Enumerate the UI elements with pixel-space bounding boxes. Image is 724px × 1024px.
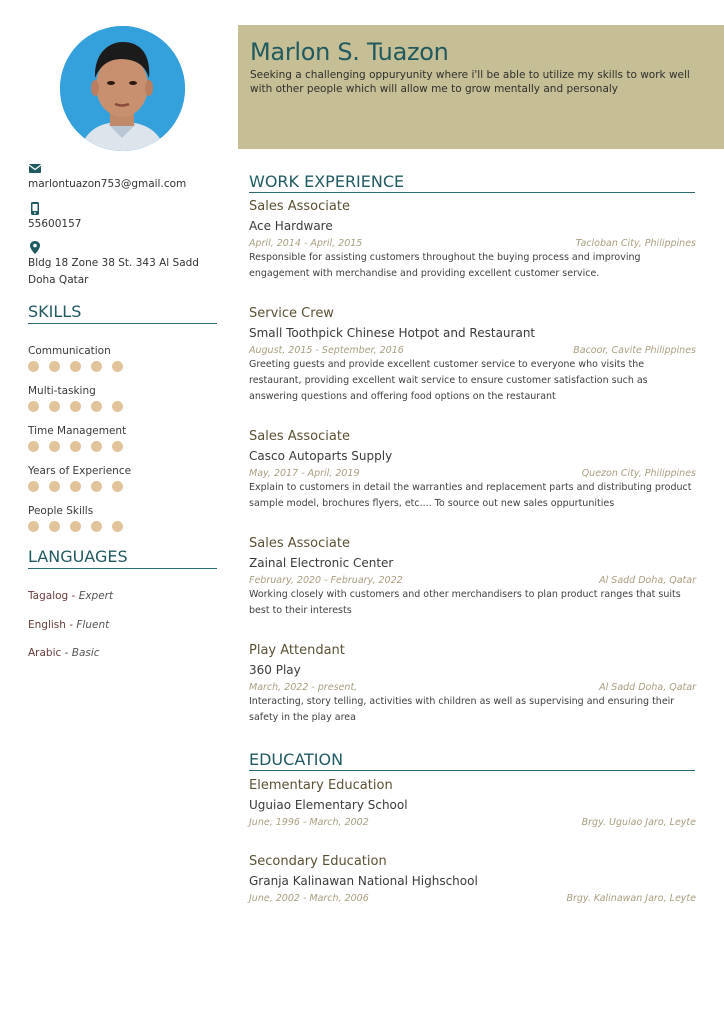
job-entry <box>249 306 696 405</box>
rating-dot <box>70 521 81 532</box>
rating-dot <box>112 401 123 412</box>
phone-icon <box>28 202 42 215</box>
rating-dot <box>112 521 123 532</box>
job-meta <box>249 468 696 479</box>
job-title: Service Crew <box>249 306 334 321</box>
job-title: Sales Associate <box>249 429 350 444</box>
rating-dot <box>28 441 39 452</box>
skill-label: People Skills <box>28 505 94 517</box>
email-icon <box>28 162 42 175</box>
job-entry <box>249 643 696 726</box>
job-location: Al Sadd Doha, Qatar <box>599 682 696 693</box>
job-title: Sales Associate <box>249 199 350 214</box>
language-name: Tagalog <box>28 590 69 602</box>
education-title: Elementary Education <box>249 778 393 793</box>
education-dates: June, 2002 - March, 2006 <box>249 893 369 904</box>
location-pin-icon <box>28 241 42 254</box>
job-company: 360 Play <box>249 663 301 677</box>
rating-dot <box>49 521 60 532</box>
rating-dot <box>91 481 102 492</box>
rating-dot <box>49 361 60 372</box>
education-heading: EDUCATION <box>249 750 695 771</box>
email-text: marlontuazon753@gmail.com <box>28 178 187 190</box>
education-school: Uguiao Elementary School <box>249 798 408 812</box>
language-level: Basic <box>71 647 100 659</box>
rating-dot <box>70 401 81 412</box>
job-entry <box>249 429 696 512</box>
language-level: Fluent <box>76 619 110 631</box>
job-meta <box>249 575 696 586</box>
rating-dot <box>112 441 123 452</box>
rating-dot <box>28 481 39 492</box>
skills-heading: SKILLS <box>28 302 217 324</box>
job-dates: May, 2017 - April, 2019 <box>249 468 360 479</box>
language-name: Arabic <box>28 647 62 659</box>
header-band <box>238 25 724 149</box>
job-meta <box>249 238 696 249</box>
skill-item <box>28 465 131 492</box>
skill-item <box>28 505 123 532</box>
job-description: Explain to customers in detail the warranties and replacement parts and distributing product sample model, brochures flyers, etc.... To source out new sales oppurtunities <box>249 482 692 509</box>
job-meta <box>249 345 696 356</box>
skill-label: Multi-tasking <box>28 385 96 397</box>
skill-item <box>28 385 123 412</box>
rating-dot <box>70 361 81 372</box>
job-company: Casco Autoparts Supply <box>249 449 393 463</box>
skill-rating <box>28 481 131 492</box>
person-portrait-icon <box>60 26 185 151</box>
skill-label: Communication <box>28 345 111 357</box>
job-description: Interacting, story telling, activities with children as well as supervising and ensuring their safety in the play area <box>249 696 675 723</box>
career-objective: Seeking a challenging oppuryunity where i'll be able to utilize my skills to work well with other people which will allow me to grow mentally and personaly <box>250 69 690 95</box>
skill-item <box>28 425 126 452</box>
phone-text: 55600157 <box>28 218 82 230</box>
job-location: Tacloban City, Philippines <box>575 238 696 249</box>
job-dates: February, 2020 - February, 2022 <box>249 575 403 586</box>
job-company: Ace Hardware <box>249 219 333 233</box>
education-entry <box>249 778 696 828</box>
rating-dot <box>28 401 39 412</box>
job-entry <box>249 536 696 619</box>
languages-heading: LANGUAGES <box>28 547 217 569</box>
job-title: Play Attendant <box>249 643 345 658</box>
education-school: Granja Kalinawan National Highschool <box>249 874 478 888</box>
rating-dot <box>112 481 123 492</box>
rating-dot <box>70 441 81 452</box>
job-description: Responsible for assisting customers throughout the buying process and improving engagement with merchandise and providing excellent customer service. <box>249 252 641 279</box>
rating-dot <box>70 481 81 492</box>
job-description: Working closely with customers and other merchandisers to plan product ranges that suits best to their interests <box>249 589 681 616</box>
skill-item <box>28 345 123 372</box>
skill-rating <box>28 441 126 452</box>
contact-address <box>28 241 199 288</box>
education-location: Brgy. Kalinawan Jaro, Leyte <box>566 893 696 904</box>
address-line-1: Bldg 18 Zone 38 St. 343 Al Sadd <box>28 257 199 269</box>
rating-dot <box>49 441 60 452</box>
contact-email <box>28 162 186 192</box>
job-location: Quezon City, Philippines <box>581 468 696 479</box>
job-description: Greeting guests and provide excellent customer service to everyone who visits the restaurant, providing excellent wait service to ensure customer satisfaction such as answering questions and offering food options on the restaurant <box>249 359 648 402</box>
language-name: English <box>28 619 66 631</box>
skill-label: Years of Experience <box>28 465 132 477</box>
language-item: English - Fluent <box>28 619 110 631</box>
job-company: Zainal Electronic Center <box>249 556 394 570</box>
education-dates: June, 1996 - March, 2002 <box>249 817 369 828</box>
education-entry <box>249 854 696 904</box>
skill-rating <box>28 361 123 372</box>
rating-dot <box>91 441 102 452</box>
job-entry <box>249 199 696 282</box>
rating-dot <box>28 521 39 532</box>
job-dates: March, 2022 - present, <box>249 682 358 693</box>
rating-dot <box>91 361 102 372</box>
education-meta <box>249 893 696 904</box>
rating-dot <box>91 401 102 412</box>
skill-rating <box>28 521 123 532</box>
job-title: Sales Associate <box>249 536 350 551</box>
rating-dot <box>28 361 39 372</box>
job-dates: April, 2014 - April, 2015 <box>249 238 363 249</box>
skill-rating <box>28 401 123 412</box>
language-level: Expert <box>78 590 114 602</box>
language-item: Arabic - Basic <box>28 647 100 659</box>
job-meta <box>249 682 696 693</box>
job-company: Small Toothpick Chinese Hotpot and Restaurant <box>249 326 536 340</box>
candidate-name: Marlon S. Tuazon <box>250 38 449 66</box>
rating-dot <box>49 481 60 492</box>
work-experience-heading: WORK EXPERIENCE <box>249 172 695 193</box>
job-location: Bacoor, Cavite Philippines <box>573 345 696 356</box>
contact-phone <box>28 202 81 232</box>
rating-dot <box>49 401 60 412</box>
education-meta <box>249 817 696 828</box>
job-location: Al Sadd Doha, Qatar <box>599 575 696 586</box>
skill-label: Time Management <box>28 425 127 437</box>
education-title: Secondary Education <box>249 854 387 869</box>
profile-photo <box>60 26 185 151</box>
rating-dot <box>112 361 123 372</box>
address-line-2: Doha Qatar <box>28 274 89 286</box>
rating-dot <box>91 521 102 532</box>
language-item: Tagalog - Expert <box>28 590 114 602</box>
job-dates: August, 2015 - September, 2016 <box>249 345 404 356</box>
education-location: Brgy. Uguiao Jaro, Leyte <box>581 817 696 828</box>
